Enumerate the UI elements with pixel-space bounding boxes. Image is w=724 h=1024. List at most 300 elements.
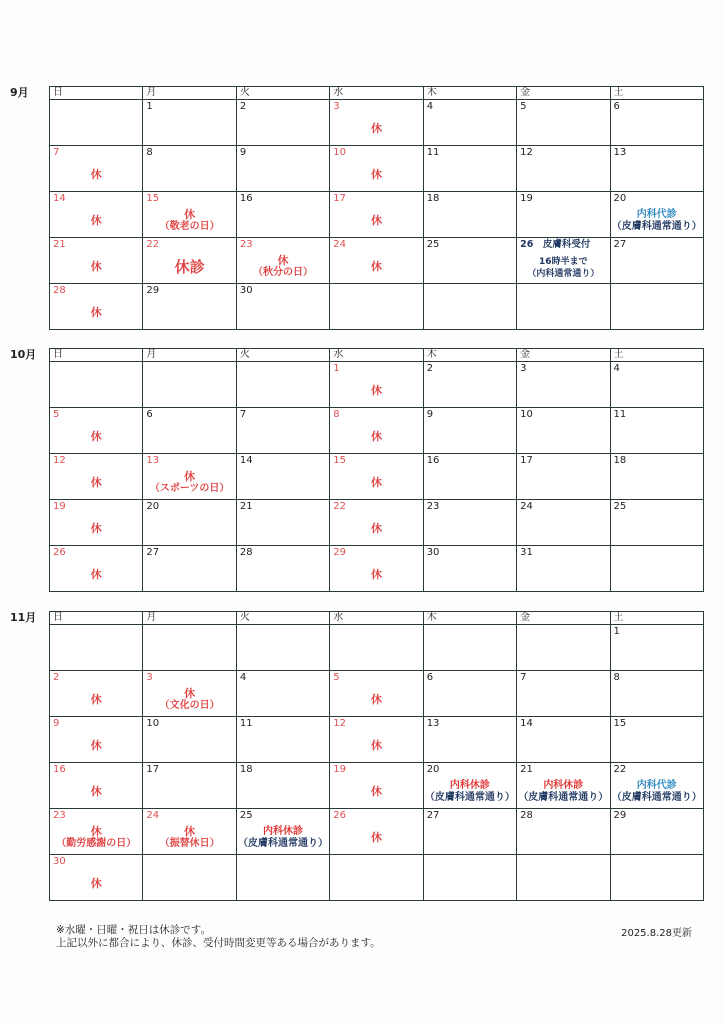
day-cell [517,546,610,592]
day-number: 14 [239,455,253,466]
day-cell [330,146,423,192]
day-cell [610,500,703,546]
footer-note-2: 上記以外に都合により、休診、受付時間変更等ある場合があります。 [56,937,381,949]
day-cell [610,671,703,717]
day-cell [143,546,236,592]
closed-label: 休 [184,470,196,483]
closed-label: 休 [184,208,196,221]
closed-label: 休 [370,739,382,752]
day-cell [610,763,703,809]
closed-label: 休 [90,568,102,581]
day-number: 25 [239,810,253,821]
day-number: 19 [53,501,66,512]
day-content [330,560,422,589]
weekday-header: 月 [143,612,236,625]
weekday-header: 木 [423,612,516,625]
day-number: 22 [146,239,160,250]
day-content [237,252,329,281]
day-number: 25 [613,501,627,512]
week-row [50,284,704,330]
day-number: 8 [613,672,620,683]
day-cell [143,625,236,671]
day-number: 21 [239,501,253,512]
day-note-line: 16時半まで [539,257,588,267]
closed-label: 休 [90,430,102,443]
day-number: 6 [426,672,434,683]
closed-label: 休 [370,693,382,706]
day-number: 20 [426,764,440,775]
day-cell [517,146,610,192]
day-number: 29 [146,285,160,296]
day-number: 12 [53,455,66,466]
day-number: 2 [239,101,247,112]
day-cell [517,625,610,671]
week-row [50,500,704,546]
day-number: 8 [146,147,153,158]
day-number: 24 [146,810,160,821]
day-cell [517,284,610,330]
day-content [330,731,422,760]
day-content [50,468,142,497]
day-cell [423,546,516,592]
day-content [143,206,235,235]
day-number: 5 [53,409,60,420]
day-cell [330,809,423,855]
day-cell [610,100,703,146]
day-number: 13 [426,718,440,729]
day-cell [517,192,610,238]
day-cell [517,671,610,717]
day-cell [330,671,423,717]
day-cell [517,408,610,454]
day-content [50,252,142,281]
week-row [50,809,704,855]
day-number: 13 [146,455,160,466]
day-note-line: （内科通常通り） [527,269,600,279]
dermatology-note: （皮膚科通常通り） [611,220,702,232]
calendar-grid [49,86,704,330]
day-number: 30 [53,856,66,867]
weekday-header: 金 [517,349,610,362]
day-cell [50,284,143,330]
day-cell [423,500,516,546]
day-cell [330,238,423,284]
day-content [50,422,142,451]
day-cell [50,238,143,284]
day-number: 16 [239,193,253,204]
closed-label: 休 [370,522,382,535]
day-cell [610,192,703,238]
day-content [330,206,422,235]
closed-label: 休 [277,254,289,267]
weekday-header: 木 [423,349,516,362]
day-cell [610,408,703,454]
day-cell [236,625,329,671]
day-cell [236,238,329,284]
day-cell [50,625,143,671]
holiday-name: （秋分の日） [253,267,314,278]
weekday-header: 日 [50,612,143,625]
updated-date: 2025.8.28更新 [621,928,692,939]
day-number: 7 [53,147,60,158]
day-number: 5 [520,101,527,112]
day-cell [423,809,516,855]
day-number: 28 [520,810,533,821]
day-number: 4 [239,672,247,683]
day-cell [423,408,516,454]
day-cell [236,192,329,238]
day-number: 4 [613,363,620,374]
day-number: 28 [239,547,253,558]
day-content [330,685,422,714]
day-number: 26 [53,547,66,558]
day-content [330,422,422,451]
day-number: 15 [613,718,627,729]
day-cell [236,362,329,408]
day-number: 27 [146,547,160,558]
day-cell [610,855,703,901]
day-content [143,823,235,852]
day-cell [330,100,423,146]
footer-note-1: ※水曜・日曜・祝日は休診です。 [56,924,211,936]
internal-closed-label: 内科休診 [449,779,490,791]
day-content [517,777,609,806]
day-number: 22 [333,501,346,512]
day-number: 30 [239,285,253,296]
day-number: 3 [146,672,153,683]
day-cell [423,284,516,330]
day-number: 12 [333,718,346,729]
day-cell [50,362,143,408]
closed-label: 休 [90,785,102,798]
dermatology-note: （皮膚科通常通り） [238,837,329,849]
day-number: 12 [520,147,533,158]
day-cell [143,238,236,284]
closed-label: 休 [90,739,102,752]
day-number: 10 [333,147,346,158]
week-row [50,625,704,671]
day-cell [143,146,236,192]
day-number: 30 [426,547,440,558]
day-cell [610,717,703,763]
day-cell [610,362,703,408]
week-row [50,408,704,454]
week-row [50,238,704,284]
closed-label: 休 [90,168,102,181]
day-number: 3 [333,101,340,112]
day-cell [330,855,423,901]
holiday-name: （振替休日） [159,838,220,849]
day-content [50,869,142,898]
weekday-header: 金 [517,612,610,625]
day-number: 24 [520,501,533,512]
day-cell [330,717,423,763]
week-row [50,855,704,901]
day-cell [236,284,329,330]
day-number: 9 [53,718,60,729]
day-cell [236,717,329,763]
weekday-header: 金 [517,87,610,100]
day-cell [143,408,236,454]
day-number: 26 [333,810,346,821]
day-cell [330,284,423,330]
closed-label: 休 [90,877,102,890]
day-cell [423,146,516,192]
day-content [330,777,422,806]
day-cell [50,809,143,855]
day-cell [50,546,143,592]
holiday-name: （スポーツの日） [149,483,230,494]
closed-label: 休 [90,214,102,227]
dermatology-note: （皮膚科通常通り） [518,791,609,803]
day-number: 20 [146,501,160,512]
day-number: 5 [333,672,340,683]
day-cell [236,855,329,901]
day-cell [423,625,516,671]
day-number: 16 [426,455,440,466]
day-cell [517,763,610,809]
day-content [50,298,142,327]
day-cell [330,763,423,809]
dermatology-note: （皮膚科通常通り） [611,791,702,803]
day-cell [236,763,329,809]
day-number: 6 [146,409,153,420]
weekday-header: 火 [236,612,329,625]
day-cell [236,100,329,146]
closed-label: 休 [90,476,102,489]
day-content [424,777,516,806]
day-note-detail [517,256,609,280]
day-cell [50,763,143,809]
day-cell [143,192,236,238]
day-number: 10 [146,718,160,729]
day-cell [423,362,516,408]
day-number: 21 [53,239,66,250]
week-row [50,192,704,238]
closed-label: 休 [370,122,382,135]
footer-notes [56,924,381,950]
weekday-header: 土 [610,87,703,100]
weekday-header: 水 [330,612,423,625]
day-number: 2 [426,363,434,374]
day-content [143,252,235,281]
closed-label: 休 [90,693,102,706]
day-content [611,206,703,235]
day-number: 19 [520,193,533,204]
closed-label: 休 [370,430,382,443]
day-cell [423,100,516,146]
week-row [50,671,704,717]
day-content [143,685,235,714]
day-content [330,376,422,405]
day-cell [423,192,516,238]
day-number: 17 [333,193,346,204]
day-cell [610,625,703,671]
closed-label: 休 [370,568,382,581]
weekday-header: 月 [143,87,236,100]
day-cell [423,763,516,809]
day-cell [50,408,143,454]
substitute-doctor-label: 内科代診 [636,208,677,220]
day-number: 17 [520,455,533,466]
month-label: 10月 [10,348,37,361]
week-row [50,100,704,146]
day-number: 27 [426,810,440,821]
week-row [50,146,704,192]
day-content [611,777,703,806]
day-cell [143,763,236,809]
day-number: 1 [613,626,620,637]
internal-closed-label: 内科休診 [543,779,584,791]
day-number: 16 [53,764,66,775]
day-number: 9 [426,409,434,420]
weekday-header: 土 [610,349,703,362]
day-number: 18 [239,764,253,775]
day-content [50,777,142,806]
weekday-header: 火 [236,349,329,362]
day-cell [50,671,143,717]
day-number: 14 [520,718,533,729]
day-number: 11 [613,409,627,420]
closed-label: 休 [184,687,196,700]
weekday-header: 月 [143,349,236,362]
closed-label: 休 [184,825,196,838]
month-label: 11月 [10,611,37,624]
day-number: 18 [613,455,627,466]
day-cell [517,362,610,408]
holiday-name: （勤労感謝の日） [56,838,137,849]
day-number: 19 [333,764,346,775]
weekday-header: 日 [50,349,143,362]
day-cell [610,546,703,592]
day-cell [517,100,610,146]
weekday-header: 火 [236,87,329,100]
day-number: 23 [53,810,66,821]
day-cell [517,500,610,546]
day-cell [517,238,610,284]
weekday-header: 日 [50,87,143,100]
day-content [330,468,422,497]
closed-label: 休 [370,384,382,397]
day-cell [423,717,516,763]
day-cell [236,546,329,592]
day-cell [610,809,703,855]
day-number: 21 [520,764,533,775]
day-cell [50,192,143,238]
day-number: 1 [146,101,153,112]
day-cell [143,284,236,330]
day-content [50,560,142,589]
calendar-grid [49,348,704,592]
day-number: 14 [53,193,66,204]
day-content [143,468,235,497]
day-cell [50,717,143,763]
day-number: 11 [239,718,253,729]
day-cell [236,408,329,454]
day-content [50,685,142,714]
day-number: 11 [426,147,440,158]
day-number: 2 [53,672,60,683]
day-number: 4 [426,101,434,112]
day-number: 8 [333,409,340,420]
day-cell [236,454,329,500]
closed-label: 休 [90,825,102,838]
week-row [50,546,704,592]
day-cell [143,671,236,717]
day-number: 27 [613,239,627,250]
day-cell [50,500,143,546]
day-cell [423,238,516,284]
day-cell [423,454,516,500]
day-number: 15 [146,193,160,204]
day-cell [517,717,610,763]
day-cell [330,192,423,238]
day-number: 29 [613,810,627,821]
day-number: 18 [426,193,440,204]
day-cell [236,146,329,192]
holiday-name: （敬老の日） [159,221,220,232]
day-cell [143,500,236,546]
calendar-grid [49,611,704,901]
day-cell [330,546,423,592]
day-cell [236,500,329,546]
day-content [50,160,142,189]
weekday-header: 土 [610,612,703,625]
day-number: 7 [520,672,527,683]
dermatology-note: （皮膚科通常通り） [424,791,515,803]
day-cell [50,454,143,500]
day-cell [610,146,703,192]
day-content [330,514,422,543]
day-cell [330,454,423,500]
day-number: 22 [613,764,627,775]
closed-label: 休 [370,214,382,227]
week-row [50,763,704,809]
closed-label: 休 [90,306,102,319]
internal-closed-label: 内科休診 [263,825,304,837]
day-number: 24 [333,239,346,250]
day-cell [143,855,236,901]
week-row [50,717,704,763]
day-cell [50,855,143,901]
closed-label: 休 [370,831,382,844]
day-number: 6 [613,101,620,112]
day-number: 29 [333,547,346,558]
day-cell [143,362,236,408]
weekday-header: 水 [330,87,423,100]
day-number: 17 [146,764,160,775]
day-cell [610,238,703,284]
day-content [50,206,142,235]
day-number: 9 [239,147,247,158]
day-cell [330,362,423,408]
closed-label: 休診 [174,257,205,276]
day-cell [50,146,143,192]
day-cell [517,454,610,500]
closed-label: 休 [370,168,382,181]
day-cell [423,671,516,717]
day-content [330,252,422,281]
day-content [50,514,142,543]
day-cell [143,454,236,500]
day-cell [236,671,329,717]
day-number: 7 [239,409,247,420]
day-content [50,731,142,760]
day-content [330,823,422,852]
day-number: 3 [520,363,527,374]
day-content [330,114,422,143]
day-number: 15 [333,455,346,466]
